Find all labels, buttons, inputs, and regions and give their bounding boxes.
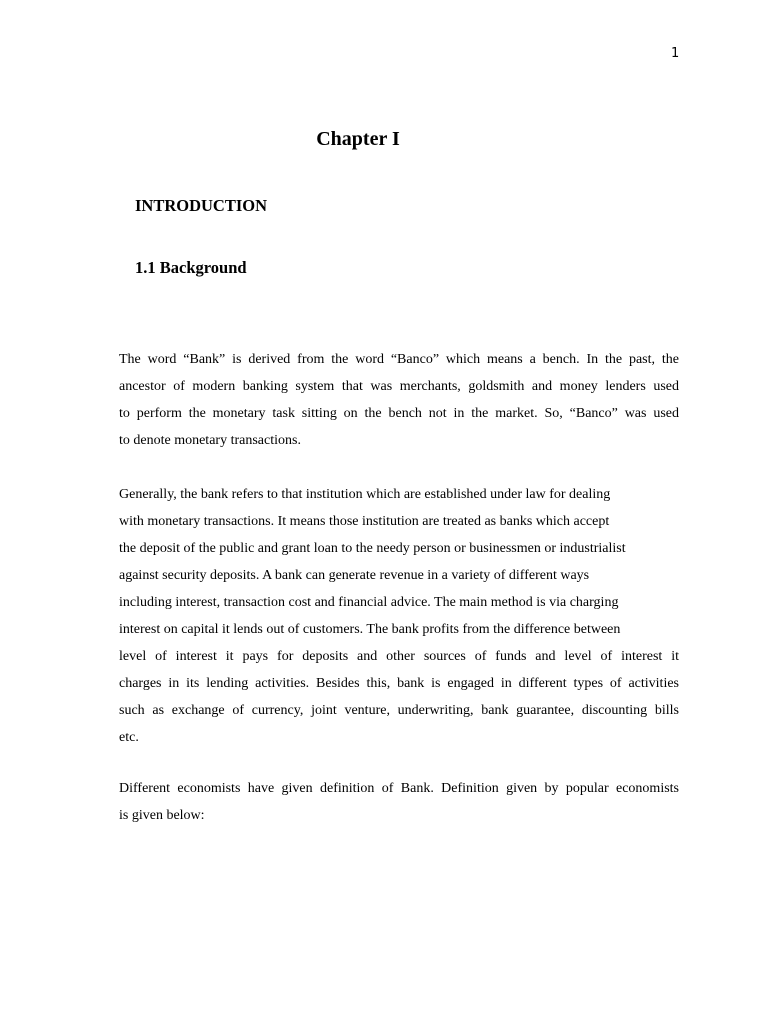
paragraph-line: The word “Bank” is derived from the word “Banco” which means a bench. In the past, the — [119, 352, 679, 367]
paragraph-line: with monetary transactions. It means those institution are treated as banks which accept — [119, 514, 610, 529]
paragraph-line: against security deposits. A bank can generate revenue in a variety of different ways — [119, 568, 590, 583]
paragraph-line: such as exchange of currency, joint venture, underwriting, bank guarantee, discounting bills — [119, 703, 679, 718]
paragraph-line: interest on capital it lends out of customers. The bank profits from the difference between — [119, 622, 621, 637]
paragraph-line: Different economists have given definition of Bank. Definition given by popular economists — [119, 781, 679, 796]
paragraph-line: to denote monetary transactions. — [119, 433, 301, 448]
paragraph-bank-origin — [119, 346, 679, 454]
background-heading: 1.1 Background — [135, 258, 247, 277]
paragraph-line: etc. — [119, 730, 139, 745]
paragraph-bank-definition — [119, 481, 679, 751]
introduction-heading: INTRODUCTION — [135, 196, 268, 215]
chapter-title: Chapter I — [316, 128, 400, 150]
paragraph-line: charges in its lending activities. Besides this, bank is engaged in different types of activities — [119, 676, 679, 691]
paragraph-line: the deposit of the public and grant loan to the needy person or businessmen or industrialist — [119, 541, 626, 556]
paragraph-line: to perform the monetary task sitting on the bench not in the market. So, “Banco” was used — [119, 406, 679, 421]
paragraph-line: level of interest it pays for deposits and other sources of funds and level of interest it — [119, 649, 679, 664]
paragraph-line: including interest, transaction cost and financial advice. The main method is via charging — [119, 595, 619, 610]
paragraph-line: is given below: — [119, 808, 205, 823]
paragraph-economists-intro — [119, 775, 679, 829]
page-number: 1 — [671, 46, 680, 61]
paragraph-line: Generally, the bank refers to that institution which are established under law for dealing — [119, 487, 611, 502]
paragraph-line: ancestor of modern banking system that was merchants, goldsmith and money lenders used — [119, 379, 679, 394]
